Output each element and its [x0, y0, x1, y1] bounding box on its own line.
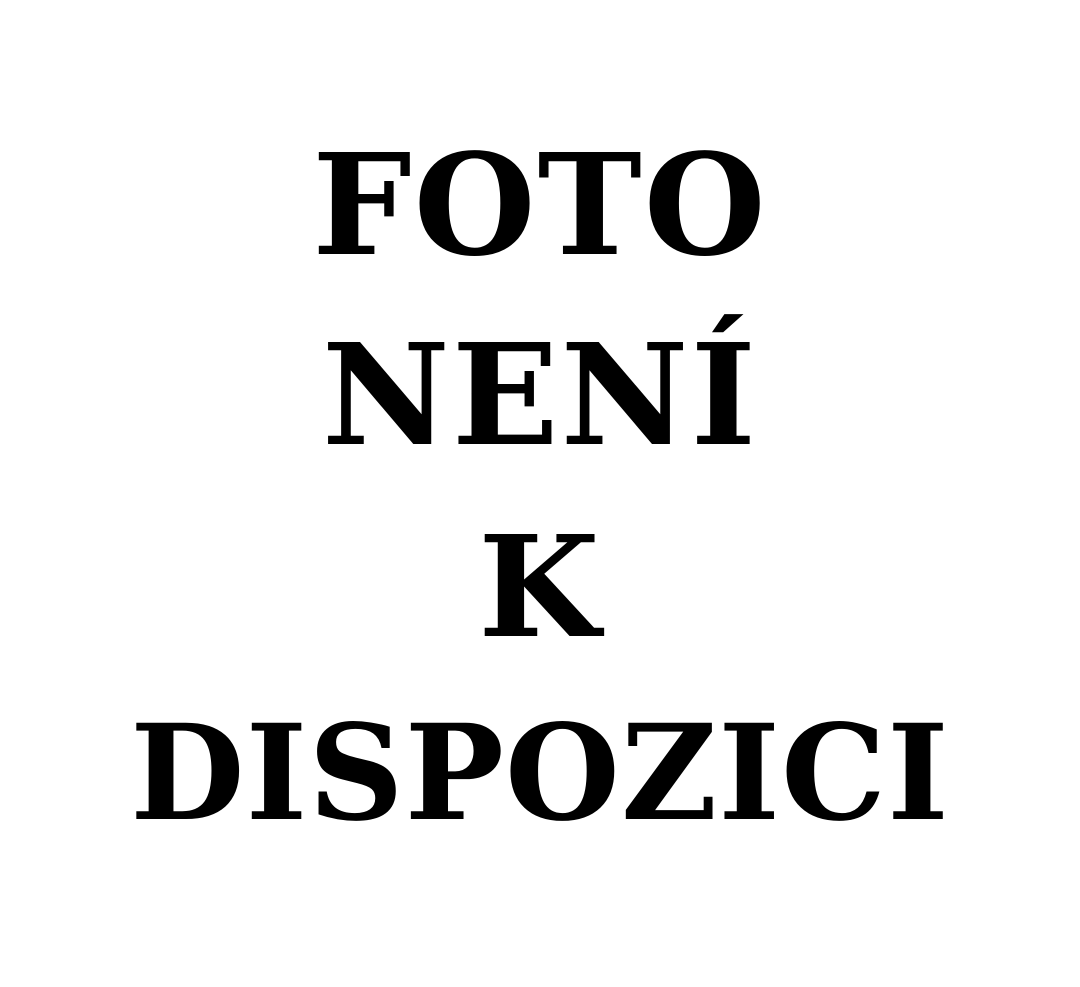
placeholder-line-k: K — [478, 506, 602, 670]
placeholder-line-dispozici: DISPOZICI — [130, 696, 950, 851]
placeholder-line-foto: FOTO — [312, 124, 768, 288]
placeholder-line-neni: NENÍ — [321, 314, 759, 478]
